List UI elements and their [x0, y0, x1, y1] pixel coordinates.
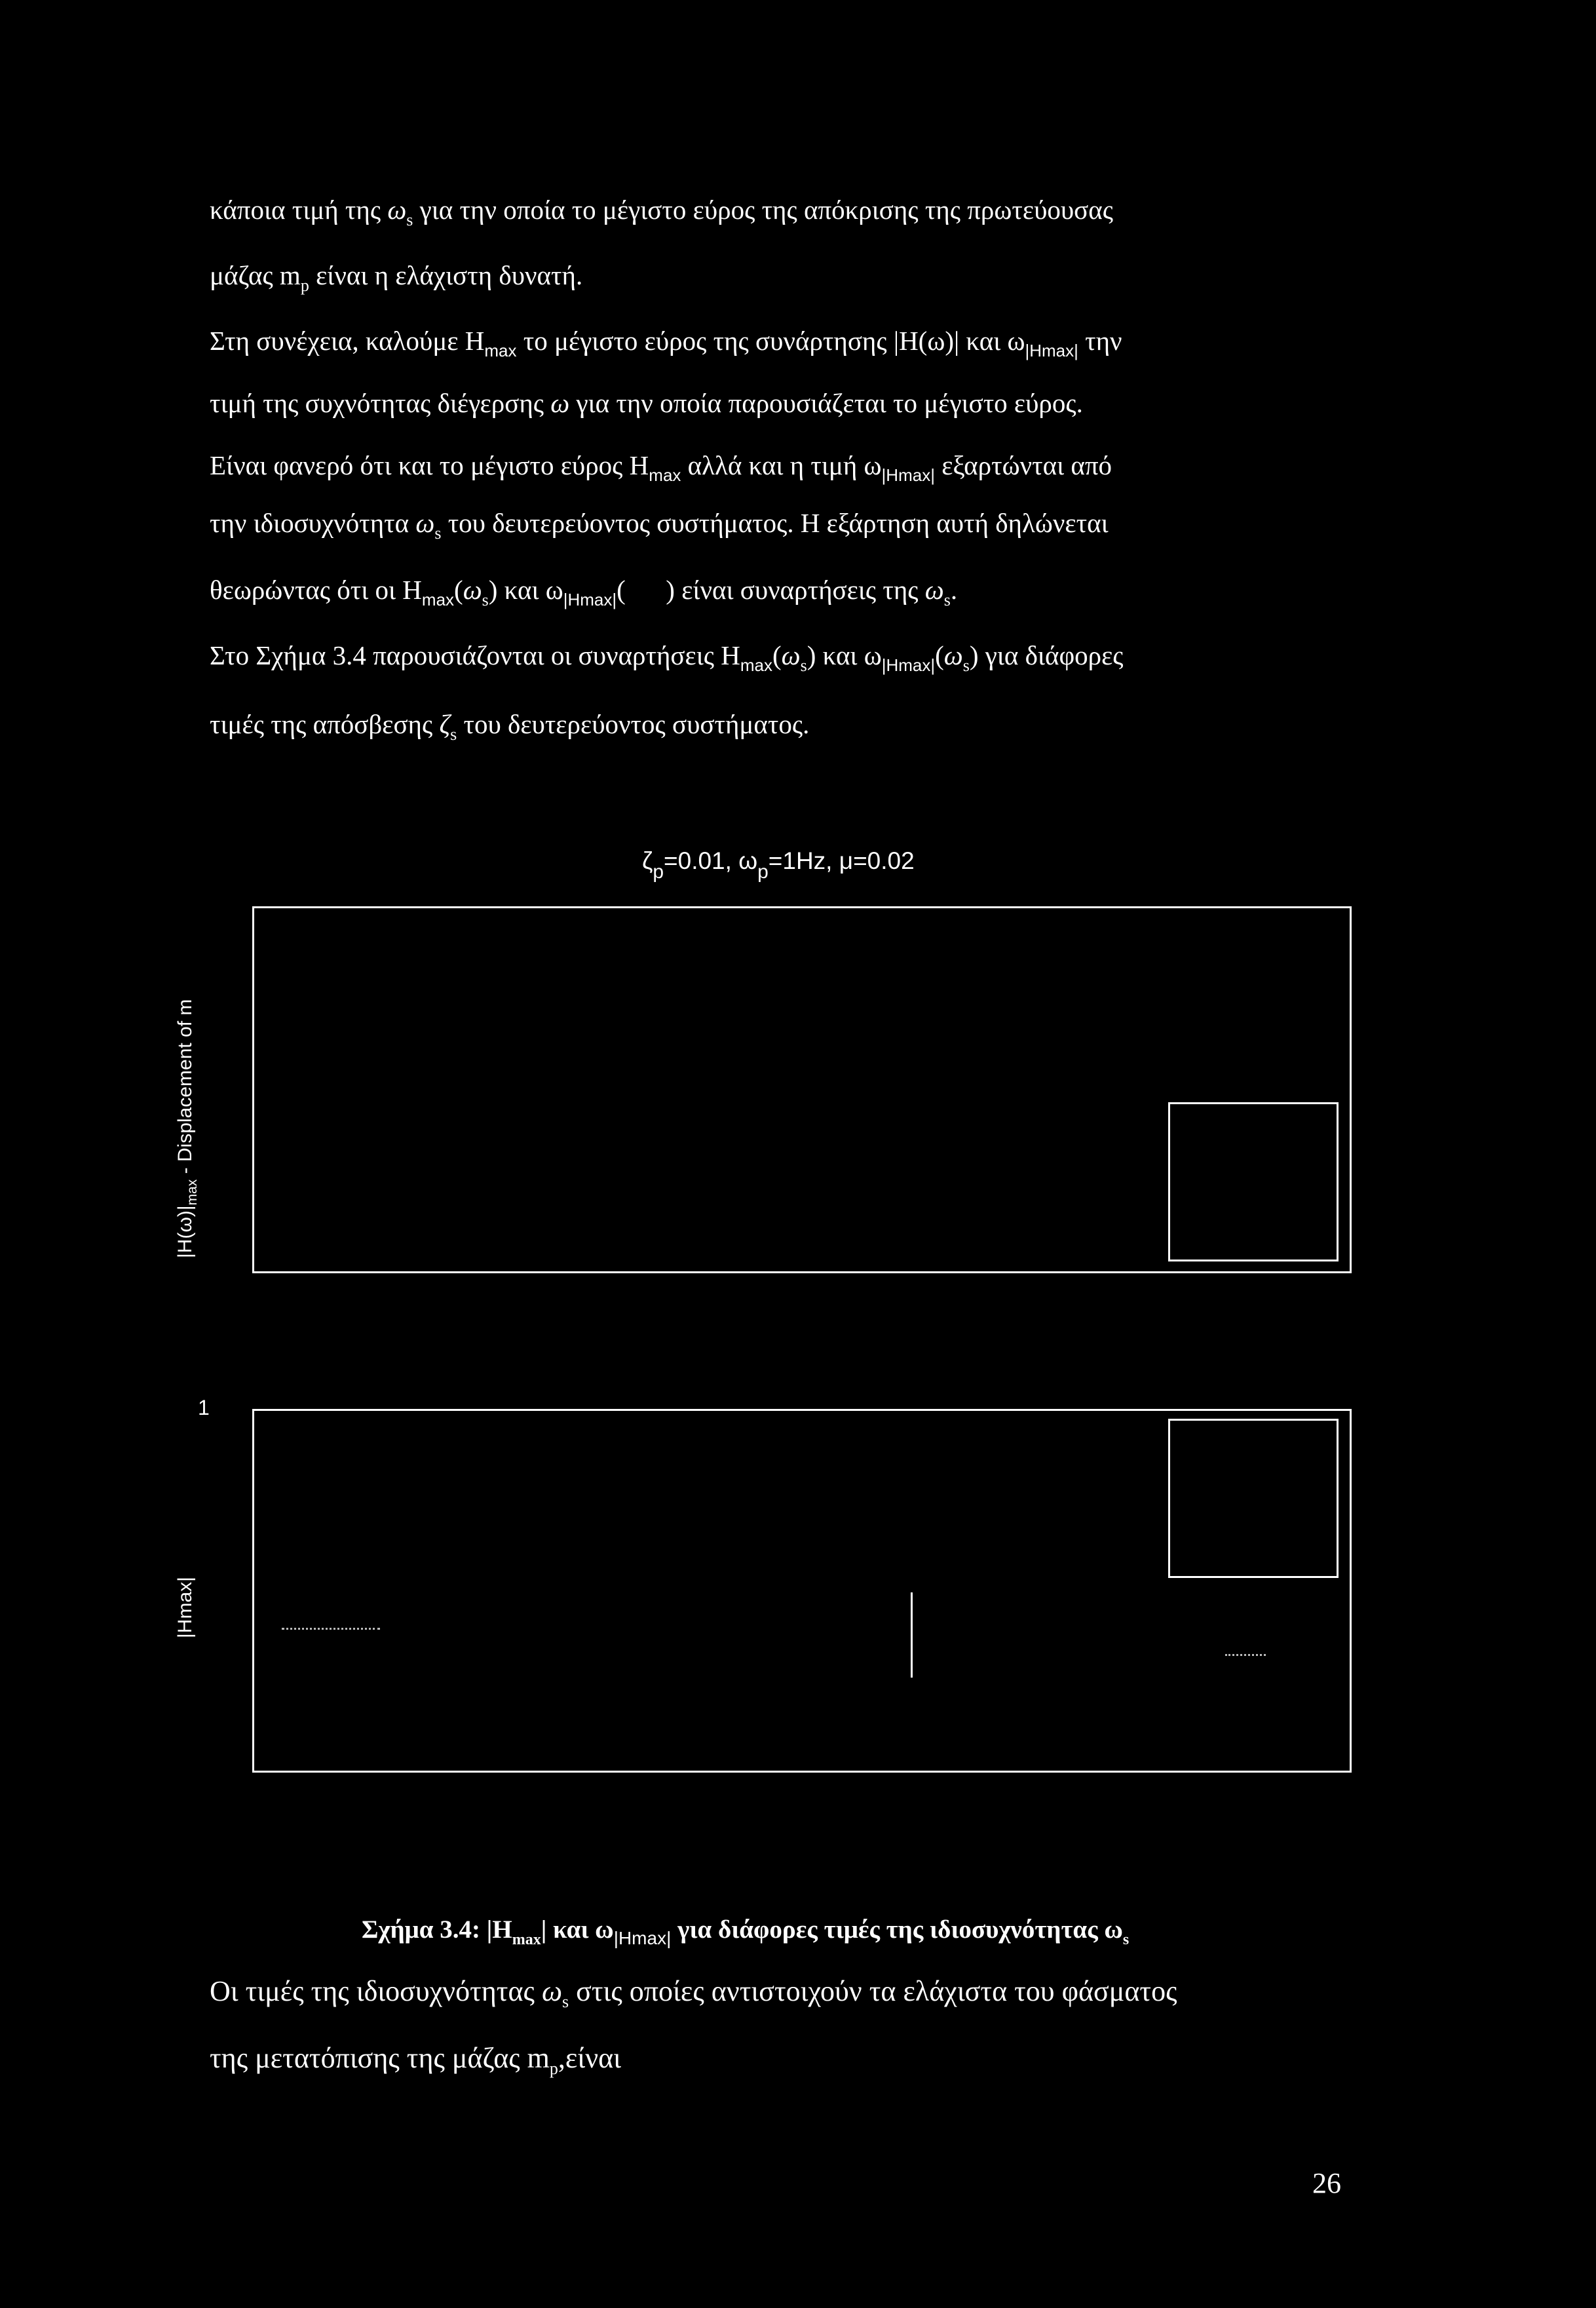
subscript: |Hmax| [613, 1928, 672, 1948]
text-segment: ( [454, 575, 463, 605]
bottom-plot-ylabel: |Hmax| [174, 1577, 196, 1638]
subscript: p [300, 276, 309, 295]
text-line [210, 328, 1350, 364]
text-segment: ) και ω [807, 640, 882, 670]
zeta-symbol: ζ [439, 709, 451, 739]
text-segment: θεωρώντας ότι οι H [210, 575, 422, 605]
text-segment: Στη συνέχεια, καλούμε H [210, 326, 485, 356]
text-segment: ) για διάφορες [969, 640, 1124, 670]
text-line [210, 577, 1350, 613]
bottom-plot-ytick: 1 [198, 1396, 210, 1419]
text-segment: για την οποία παρουσιάζεται το μέγιστο εύρος. [576, 388, 1083, 418]
text-segment: ( [772, 640, 782, 670]
caption-segment: | και ω [541, 1915, 614, 1944]
subscript: max [649, 465, 681, 485]
text-segment: Οι τιμές της ιδιοσυχνότητας [210, 1975, 535, 2007]
omega-symbol: ω [387, 195, 407, 225]
subscript: max [512, 1931, 541, 1948]
text-segment: την [1085, 326, 1122, 356]
subscript: s [450, 725, 457, 744]
text-segment: τιμή της συχνότητας διέγερσης [210, 388, 544, 418]
subscript: s [406, 210, 413, 229]
title-segment: =0.01, ω [664, 847, 758, 874]
omega-symbol: ω [550, 388, 570, 418]
subscript: max [421, 590, 455, 609]
subscript: s [962, 656, 970, 675]
subscript: s [800, 656, 807, 675]
subscript: max [185, 1179, 200, 1206]
vertical-mark [911, 1592, 913, 1678]
text-segment: μάζας m [210, 260, 301, 290]
text-segment: κάποια τιμή της [210, 195, 381, 225]
subscript: |Hmax| [563, 590, 617, 609]
text-segment: ) και ω [488, 575, 563, 605]
figure-title [642, 847, 915, 883]
text-line [210, 1975, 1350, 2015]
text-line [210, 390, 1350, 417]
text-line [210, 510, 1350, 547]
text-segment: την ιδιοσυχνότητα [210, 508, 409, 538]
text-segment: της μετατόπισης της μάζας m [210, 2042, 550, 2074]
text-segment: . [950, 575, 958, 605]
subscript: p [757, 861, 769, 883]
caption-segment: για διάφορες τιμές της ιδιοσυχνότητας ω [671, 1915, 1123, 1944]
omega-symbol: ω [541, 1975, 563, 2007]
caption-segment: Σχήμα 3.4: |H [362, 1915, 512, 1944]
text-segment: τιμές της απόσβεσης [210, 709, 433, 739]
omega-symbol: ω [463, 575, 482, 605]
title-segment: =1Hz, μ=0.02 [768, 847, 915, 874]
text-line [210, 452, 1350, 489]
omega-symbol: ω [924, 575, 944, 605]
subscript: max [484, 341, 517, 360]
text-segment: ,είναι [558, 2042, 621, 2074]
text-segment: του δευτερεύοντος συστήματος. Η εξάρτηση αυτή δηλώνεται [447, 508, 1109, 538]
omega-symbol: ω [943, 640, 963, 670]
subscript: max [740, 655, 772, 675]
page-number: 26 [1312, 2167, 1341, 2199]
top-plot-ylabel [174, 999, 200, 1258]
text-segment: ( [935, 640, 944, 670]
subscript: |Hmax| [881, 655, 936, 675]
text-segment: εξαρτώνται από [941, 450, 1112, 480]
subscript: s [943, 590, 951, 609]
subscript: p [549, 2059, 558, 2078]
ylabel-segment: - Displacement of m [174, 999, 196, 1180]
subscript: |Hmax| [881, 465, 935, 485]
text-line [210, 262, 1350, 299]
text-segment: Στο Σχήμα 3.4 παρουσιάζονται οι συναρτήσεις H [210, 640, 740, 670]
bottom-plot-inset [1168, 1419, 1339, 1578]
text-line [210, 711, 1350, 748]
dotted-series-right [1225, 1654, 1266, 1656]
text-segment: στις οποίες αντιστοιχούν τα ελάχιστα του φάσματος [576, 1975, 1177, 2007]
title-segment: ζ [642, 847, 653, 874]
text-segment: ( ) είναι συναρτήσεις της [617, 575, 919, 605]
subscript: |Hmax| [1025, 341, 1078, 360]
top-plot-inset [1168, 1102, 1339, 1261]
text-segment: Είναι φανερό ότι και το μέγιστο εύρος H [210, 450, 649, 480]
dotted-series-left [282, 1628, 380, 1630]
text-segment: είναι η ελάχιστη δυνατή. [316, 260, 583, 290]
subscript: s [482, 590, 489, 609]
ylabel-segment: |H(ω)| [174, 1205, 196, 1258]
subscript: s [434, 524, 442, 543]
text-line [210, 197, 1350, 233]
text-segment: του δευτερεύοντος συστήματος. [463, 709, 810, 739]
omega-symbol: ω [415, 508, 435, 538]
figure-caption [362, 1915, 1129, 1949]
subscript: s [1122, 1931, 1130, 1948]
text-segment: για την οποία το μέγιστο εύρος της απόκρισης της πρωτεύουσας [419, 195, 1113, 225]
text-segment: αλλά και η τιμή ω [687, 450, 882, 480]
text-line [210, 642, 1350, 679]
omega-symbol: ω [781, 640, 801, 670]
text-segment: το μέγιστο εύρος της συνάρτησης |H(ω)| και ω [523, 326, 1025, 356]
subscript: s [562, 1992, 569, 2011]
subscript: p [653, 861, 664, 883]
text-line [210, 2042, 1350, 2082]
